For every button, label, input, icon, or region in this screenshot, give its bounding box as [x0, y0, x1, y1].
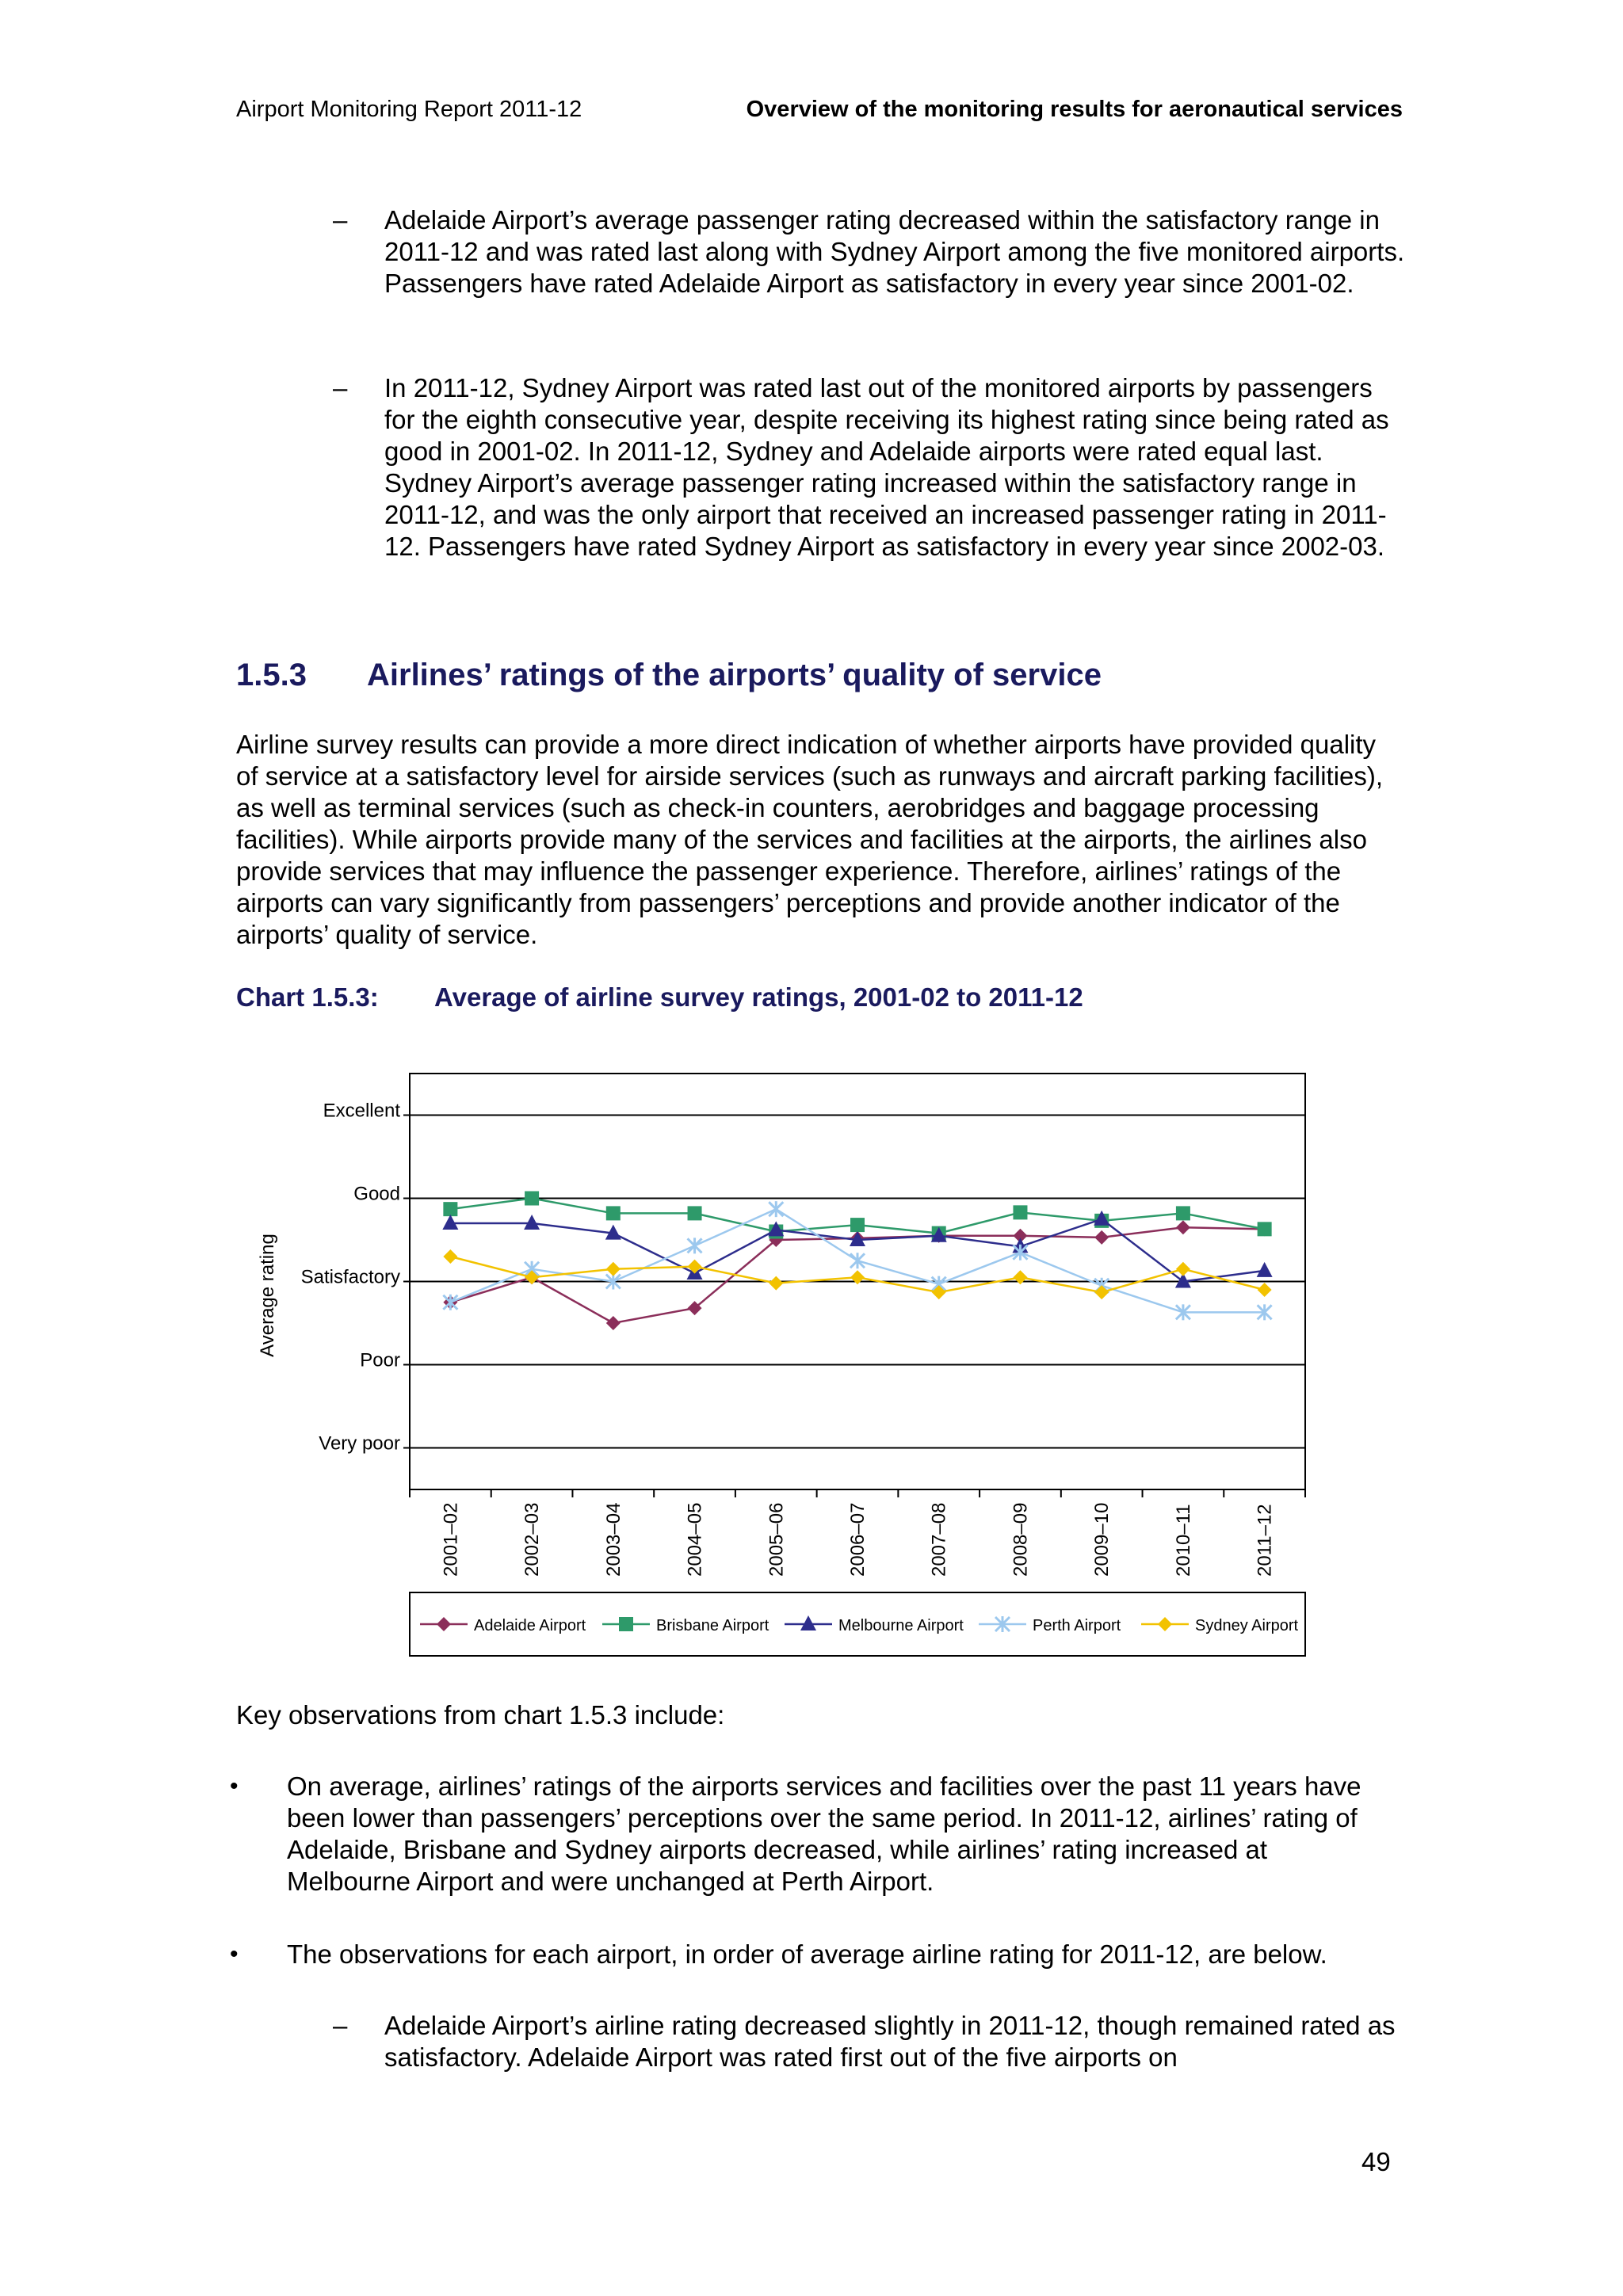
- data-point-brisbane-airport: [606, 1206, 621, 1220]
- data-point-brisbane-airport: [1013, 1205, 1027, 1219]
- section-paragraph: Airline survey results can provide a more direct indication of whether airports have provided quality of service at a satisfactory level for airside services (such as runways and aircraft parking facilities), as well as terminal services (such as check-in counters, aerobridges and baggage processing facilities). While airports provide many of the services and facilities at the airports, the airlines also provide services that may influence the passenger experience. Therefore, airlines’ ratings of the airports can vary significantly from passengers’ perceptions and provide another indicator of the airports’ quality of service.: [236, 730, 1384, 949]
- data-point-brisbane-airport: [443, 1202, 457, 1216]
- x-tick-label: 2008–09: [1010, 1502, 1032, 1577]
- x-tick-label: 2007–08: [928, 1502, 950, 1577]
- x-tick-label: 2001–02: [440, 1502, 462, 1577]
- chart-caption-title: Average of airline survey ratings, 2001-02 to 2011-12: [434, 982, 1083, 1012]
- dash-marker: –: [333, 205, 348, 235]
- legend-label-brisbane-airport: Brisbane Airport: [656, 1617, 769, 1634]
- bullet-airline-ratings: On average, airlines’ ratings of the airports services and facilities over the past 11 years have been lower than passengers’ perceptions over the same period. In 2011-12, airlines’ rating of Adelaide, Brisbane and Sydney airports decreased, while airlines’ rating increased at Melbourne Airport and were unchanged at Perth Airport.: [287, 1772, 1361, 1896]
- legend-label-adelaide-airport: Adelaide Airport: [474, 1617, 586, 1634]
- x-tick-label: 2006–07: [847, 1502, 869, 1577]
- x-tick-label: 2003–04: [602, 1502, 624, 1577]
- legend-label-perth-airport: Perth Airport: [1033, 1617, 1121, 1634]
- chart-caption-number: Chart 1.5.3:: [236, 982, 379, 1012]
- x-tick-label: 2005–06: [766, 1502, 788, 1577]
- bullet-marker: •: [230, 1773, 239, 1799]
- dash-marker: –: [333, 2011, 348, 2040]
- header-section-title: Overview of the monitoring results for aeronautical services: [746, 97, 1403, 122]
- page-number: 49: [1361, 2147, 1391, 2176]
- y-tick-label: Satisfactory: [300, 1266, 400, 1288]
- intro-item-sydney: In 2011-12, Sydney Airport was rated last out of the monitored airports by passengers for the eighth consecutive year, despite receiving its highest rating since being rated as good in 2001-02. In 2011-12, Sydney and Adelaide airports were rated equal last. Sydney Airport’s average passenger rating increased within the satisfactory range in 2011-12, and was the only airport that received an increased passenger rating in 2011-12. Passengers have rated Sydney Airport as satisfactory in every year since 2002-03.: [384, 373, 1389, 561]
- header-report-title: Airport Monitoring Report 2011-12: [236, 97, 582, 122]
- data-point-brisbane-airport: [688, 1206, 702, 1220]
- bullet-marker: •: [230, 1941, 239, 1967]
- x-tick-label: 2011–12: [1254, 1504, 1276, 1577]
- ratings-line-chart: [0, 1038, 1623, 1672]
- adelaide-airline-item: Adelaide Airport’s airline rating decreased slightly in 2011-12, though remained rated as satisfactory. Adelaide Airport was rated first out of the five airports on: [384, 2011, 1396, 2072]
- data-point-brisbane-airport: [525, 1192, 539, 1206]
- legend-label-sydney-airport: Sydney Airport: [1195, 1617, 1299, 1634]
- y-tick-label: Very poor: [319, 1432, 400, 1455]
- section-title: Airlines’ ratings of the airports’ quality of service: [367, 658, 1102, 692]
- y-axis-label: Average rating: [257, 1234, 278, 1357]
- section-number: 1.5.3: [236, 658, 307, 692]
- data-point-brisbane-airport: [850, 1218, 865, 1232]
- y-tick-label: Excellent: [323, 1100, 400, 1122]
- intro-item-adelaide: Adelaide Airport’s average passenger rating decreased within the satisfactory range in 2011-12 and was rated last along with Sydney Airport among the five monitored airports. Passengers have rated Adelaide Airport as satisfactory in every year since 2001-02.: [384, 205, 1405, 298]
- bullet-order-observations: The observations for each airport, in order of average airline rating for 2011-12, are below.: [287, 1939, 1327, 1969]
- data-point-brisbane-airport: [1258, 1222, 1272, 1236]
- legend-marker-brisbane-airport: [619, 1617, 633, 1631]
- y-tick-label: Good: [353, 1183, 400, 1205]
- x-tick-label: 2009–10: [1091, 1502, 1113, 1577]
- x-tick-label: 2010–11: [1172, 1504, 1194, 1577]
- legend-label-melbourne-airport: Melbourne Airport: [838, 1617, 964, 1634]
- data-point-brisbane-airport: [1176, 1206, 1190, 1220]
- x-tick-label: 2004–05: [684, 1502, 706, 1577]
- dash-marker: –: [333, 373, 348, 402]
- y-tick-label: Poor: [360, 1349, 400, 1371]
- key-observations-intro: Key observations from chart 1.5.3 include:: [236, 1700, 725, 1730]
- x-tick-label: 2002–03: [521, 1502, 544, 1577]
